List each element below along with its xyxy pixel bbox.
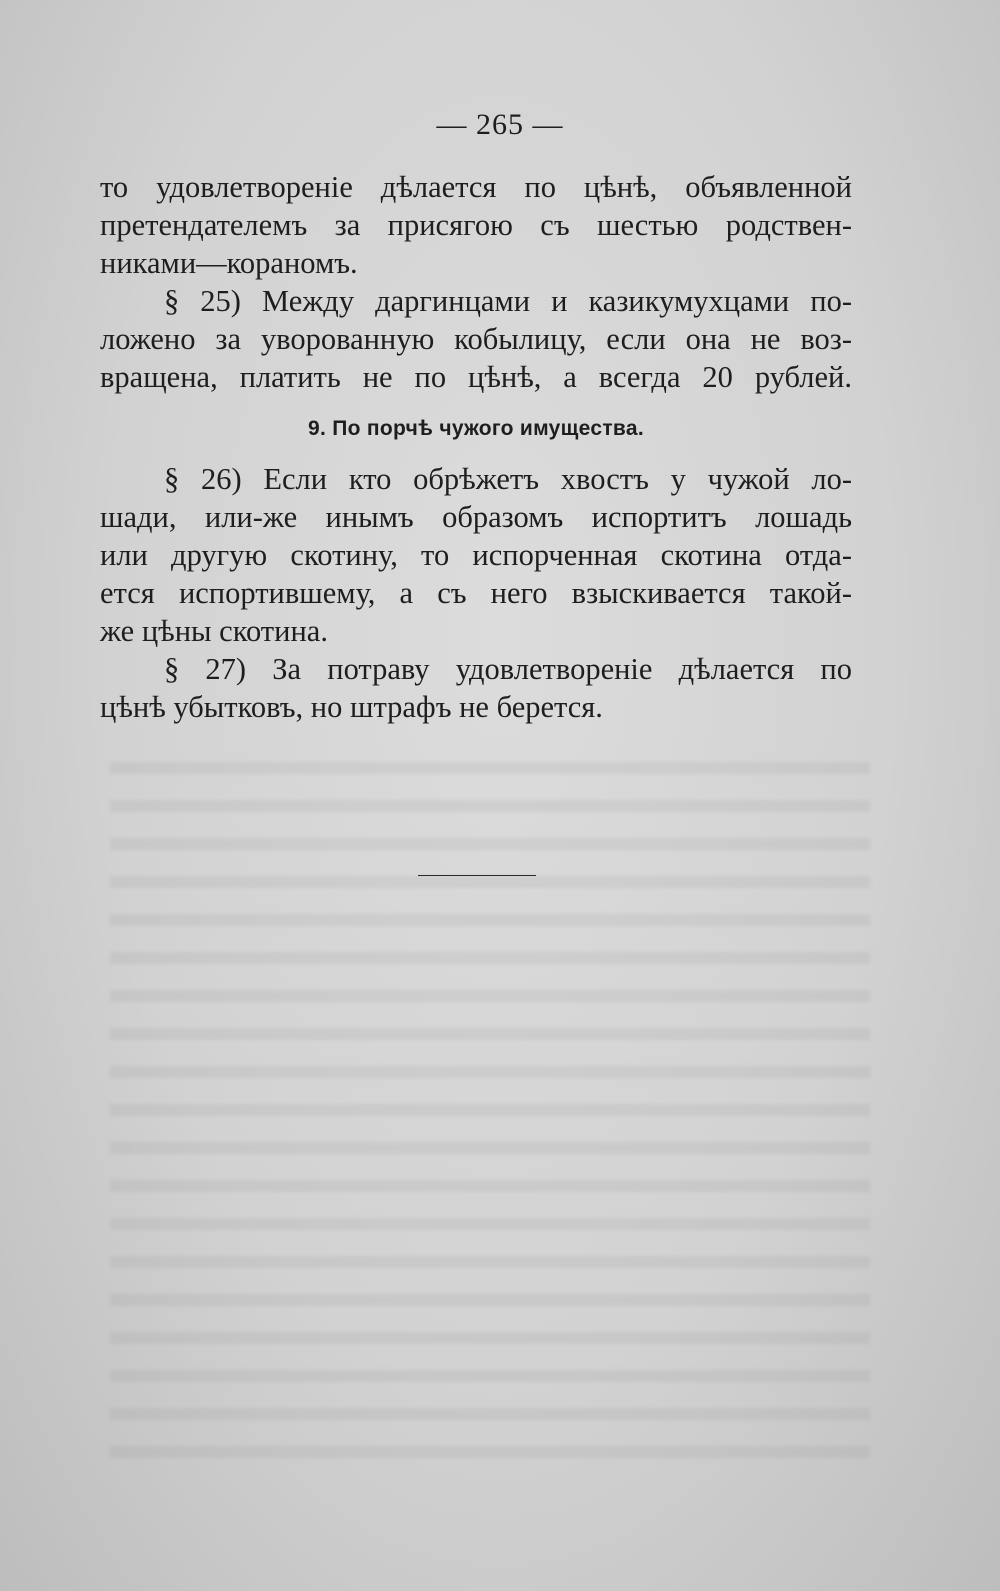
text-line: шади, или-же инымъ образомъ испортитъ лошадь [100,500,852,534]
text-line: вращена, платить не по цѣнѣ, а всегда 20 рублей. [100,360,852,394]
text-line: никами—кораномъ. [100,246,358,280]
text-line: цѣнѣ убытковъ, но штрафъ не берется. [100,690,603,724]
text-line: или другую скотину, то испорченная скотина отда- [100,538,852,572]
text-line: претендателемъ за присягою съ шестью родствен- [100,208,852,242]
text-line: ложено за уворованную кобылицу, если она не воз- [100,322,852,356]
body-text [100,168,852,726]
paragraph-continuation [100,168,852,282]
section-heading: 9. По порчѣ чужого имущества. [308,417,644,440]
text-line: то удовлетвореніе дѣлается по цѣнѣ, объявленной [100,170,852,204]
page-number: — 265 — [436,108,564,141]
text-line: § 27) За потраву удовлетвореніе дѣлается по [164,652,852,686]
paragraph-25 [100,282,852,396]
text-line: же цѣны скотина. [100,614,328,648]
paragraph-27 [100,650,852,726]
text-line: § 26) Если кто обрѣжетъ хвостъ у чужой ло- [164,462,852,496]
section-divider [418,875,536,876]
paragraph-26 [100,460,852,650]
show-through-texture [110,740,870,1460]
text-line: § 25) Между даргинцами и казикумухцами по- [164,284,852,318]
text-line: ется испортившему, а съ него взыскивается такой- [100,576,852,610]
